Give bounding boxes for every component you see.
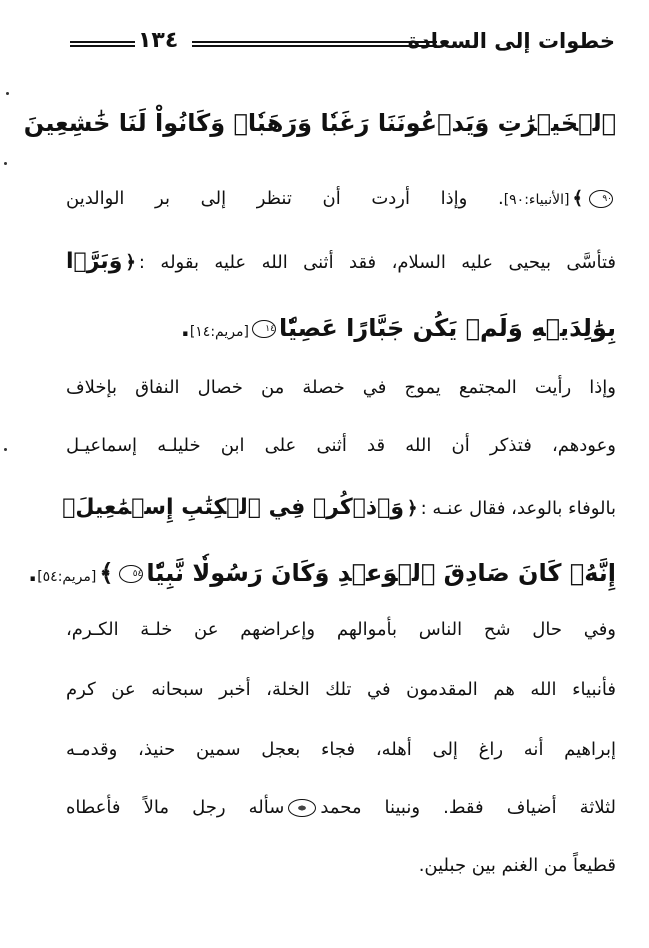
quran-line-8	[28, 553, 616, 597]
quran-text: ٱلۡخَيۡرَٰتِ وَيَدۡعُونَنَا رَغَبٗا وَرَهَبٗاۖ وَكَانُواْ لَنَا خَٰشِعِينَ	[23, 109, 616, 137]
page-header	[70, 26, 615, 66]
ayah-number-icon: ١٤	[252, 320, 276, 338]
opening-brace: ﴿	[407, 498, 418, 519]
quran-text: بِوَٰلِدَيۡهِ وَلَمۡ يَكُن جَبَّارًا عَصِيّٗا	[278, 314, 616, 342]
text-line-5	[66, 372, 616, 404]
ayah-number-icon: ٩٠	[589, 190, 613, 208]
line-text: لثلاثة أضياف فقط. ونبينا محمد	[320, 797, 617, 818]
text-line-10	[66, 674, 616, 706]
text-line-7	[62, 492, 616, 525]
text-line-9	[66, 614, 616, 646]
opening-brace: ﴿	[125, 252, 136, 273]
line-text: وفي حال شح الناس بأموالهم وإعراضهم عن خلـة الكـرم،	[66, 619, 616, 640]
ayah-number-icon: ٥٤	[119, 565, 143, 583]
quran-text: وَٱذۡكُرۡ فِي ٱلۡكِتَٰبِ إِسۡمَٰعِيلَۚ	[62, 495, 405, 520]
closing-brace: ﴾	[99, 559, 114, 587]
closing-brace: ﴾	[572, 188, 583, 209]
scan-mark	[4, 448, 7, 451]
page-number: ١٣٤	[138, 28, 179, 53]
text-line-6	[66, 430, 616, 462]
line-text: فأنبياء الله هم المقدمون في تلك الخلة، أخبر سبحانه عن كرم	[66, 679, 616, 700]
line-text: فتأسَّى بيحيى عليه السلام، فقد أثنى الله عليه بقوله :	[138, 252, 616, 273]
line-tail: .	[28, 559, 38, 587]
text-line-2	[66, 183, 616, 216]
text-line-13	[66, 850, 616, 882]
scan-mark	[6, 92, 9, 95]
line-tail: .	[180, 314, 190, 342]
line-text: . وإذا أردت أن تنظر إلى بر الوالدين	[66, 188, 504, 209]
line-text: سأله رجل مالاً فأعطاه	[66, 797, 285, 818]
quran-text: إِنَّهُۥ كَانَ صَادِقَ ٱلۡوَعۡدِ وَكَانَ رَسُولٗا نَّبِيّٗا	[146, 559, 616, 587]
quran-line-1	[23, 103, 616, 143]
text-line-3	[66, 246, 616, 279]
verse-reference: [الأنبياء:٩٠]	[503, 192, 570, 208]
running-title: خطوات إلى السعادة	[407, 29, 615, 53]
text-line-11	[66, 734, 616, 766]
verse-reference: [مريم:١٤]	[189, 324, 249, 340]
line-text: وعودهم، فتذكر أن الله قد أثنى على ابن خليلـه إسماعيـل	[66, 435, 616, 456]
quran-line-4	[66, 308, 616, 352]
scan-mark	[4, 162, 7, 165]
text-line-12	[66, 792, 616, 824]
quran-text: وَبَرَّۢا	[66, 249, 123, 274]
line-text: إبراهيم أنه راغ إلى أهله، فجاء بعجل سمين حنيذ، وقدمـه	[66, 739, 616, 760]
header-rule-left	[70, 41, 135, 47]
header-rule-right	[192, 41, 437, 47]
verse-reference: [مريم:٥٤]	[37, 569, 97, 585]
line-text: قطيعاً من الغنم بين جبلين.	[418, 855, 616, 876]
line-text: وإذا رأيت المجتمع يموج في خصلة من خصال النفاق بإخلاف	[66, 377, 616, 398]
line-text: بالوفاء بالوعد، فقال عنـه :	[420, 498, 616, 519]
salutation-seal-icon	[288, 799, 316, 817]
